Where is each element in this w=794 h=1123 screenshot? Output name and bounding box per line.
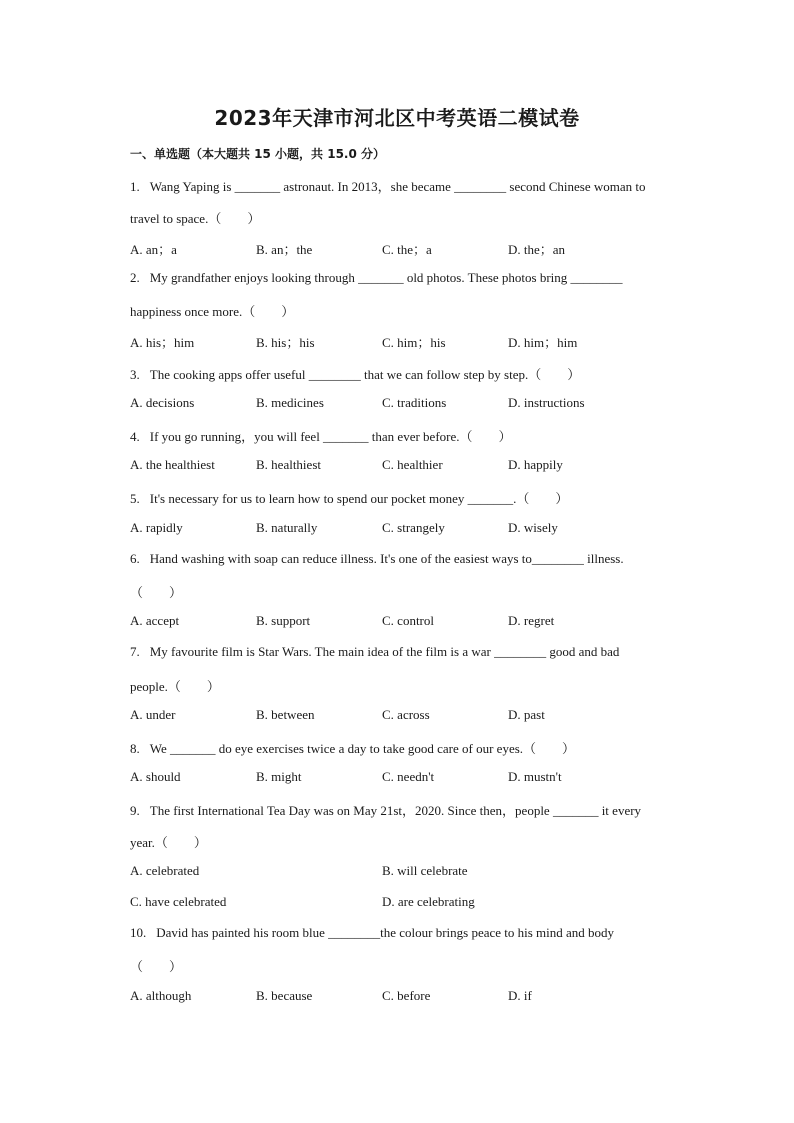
question-text: The cooking apps offer useful ________ that we can follow step by step.（ ） — [149, 367, 581, 382]
option-c: C. strangely — [382, 520, 445, 535]
question-7 — [130, 644, 619, 660]
option-b: B. healthiest — [256, 457, 321, 472]
question-10 — [130, 925, 614, 941]
option-d: D. past — [508, 707, 545, 722]
question-4 — [130, 426, 512, 445]
question-text-cont: （ ） — [130, 585, 183, 600]
question-number: 7. — [130, 644, 140, 659]
option-d: D. instructions — [508, 395, 585, 410]
option-d: D. the；an — [508, 242, 566, 257]
option-d: D. are celebrating — [382, 894, 475, 909]
option-b: B. an；the — [256, 242, 313, 257]
question-number: 1. — [130, 179, 140, 194]
question-9 — [130, 800, 641, 819]
option-b: B. might — [256, 769, 302, 784]
question-number: 4. — [130, 429, 140, 444]
option-a: A. his；him — [130, 335, 195, 350]
question-text: My grandfather enjoys looking through _______ old photos. These photos bring ________ — [149, 270, 623, 285]
option-d: D. mustn't — [508, 769, 562, 784]
question-8 — [130, 738, 575, 757]
question-text-cont: year.（ ） — [130, 835, 207, 850]
question-number: 10. — [130, 925, 147, 940]
option-c: C. healthier — [382, 457, 443, 472]
option-a: A. rapidly — [130, 520, 183, 535]
option-b: B. support — [256, 613, 311, 628]
question-text: My favourite film is Star Wars. The main idea of the film is a war ________ good and bad — [149, 644, 620, 659]
option-d: D. if — [508, 988, 532, 1003]
question-text: David has painted his room blue ________the colour brings peace to his mind and body — [156, 925, 615, 940]
question-text-cont: travel to space.（ ） — [130, 211, 261, 226]
question-text-cont: happiness once more.（ ） — [130, 304, 295, 319]
question-number: 9. — [130, 803, 140, 818]
question-2 — [130, 270, 623, 286]
question-text: We _______ do eye exercises twice a day to take good care of our eyes.（ ） — [149, 741, 576, 756]
option-d: D. wisely — [508, 520, 558, 535]
option-b: B. because — [256, 988, 313, 1003]
question-number: 8. — [130, 741, 140, 756]
question-text-cont: （ ） — [130, 959, 183, 974]
option-c: C. before — [382, 988, 431, 1003]
question-6 — [130, 551, 624, 567]
option-d: D. regret — [508, 613, 555, 628]
option-a: A. celebrated — [130, 863, 200, 878]
option-c: C. needn't — [382, 769, 435, 784]
question-3 — [130, 364, 580, 383]
question-5 — [130, 488, 568, 507]
option-b: B. will celebrate — [382, 863, 468, 878]
option-b: B. medicines — [256, 395, 324, 410]
option-b: B. between — [256, 707, 315, 722]
option-a: A. under — [130, 707, 176, 722]
option-c: C. across — [382, 707, 430, 722]
question-text-cont: people.（ ） — [130, 679, 220, 694]
question-text: Hand washing with soap can reduce illness. It's one of the easiest ways to________ illness. — [149, 551, 624, 566]
option-b: B. his；his — [256, 335, 315, 350]
question-text: The first International Tea Day was on May 21st，2020. Since then，people _______ it every — [149, 803, 642, 818]
question-number: 6. — [130, 551, 140, 566]
question-text: If you go running，you will feel _______ than ever before.（ ） — [149, 429, 512, 444]
option-a: A. accept — [130, 613, 180, 628]
option-a: A. an；a — [130, 242, 177, 257]
option-a: A. decisions — [130, 395, 195, 410]
question-number: 5. — [130, 491, 140, 506]
question-number: 2. — [130, 270, 140, 285]
option-a: A. although — [130, 988, 192, 1003]
option-b: B. naturally — [256, 520, 318, 535]
option-c: C. traditions — [382, 395, 447, 410]
section-heading: 一、单选题（本大题共 15 小题，共 15.0 分） — [130, 147, 386, 161]
question-number: 3. — [130, 367, 140, 382]
option-d: D. happily — [508, 457, 563, 472]
option-c: C. him；his — [382, 335, 446, 350]
option-c: C. control — [382, 613, 434, 628]
question-1 — [130, 176, 646, 195]
option-c: C. have celebrated — [130, 894, 227, 909]
page-title: 2023年天津市河北区中考英语二模试卷 — [214, 106, 580, 130]
option-a: A. the healthiest — [130, 457, 215, 472]
option-d: D. him；him — [508, 335, 578, 350]
question-text: It's necessary for us to learn how to spend our pocket money _______.（ ） — [149, 491, 569, 506]
option-a: A. should — [130, 769, 181, 784]
question-text: Wang Yaping is _______ astronaut. In 2013，she became ________ second Chinese woman to — [149, 179, 646, 194]
option-c: C. the；a — [382, 242, 432, 257]
